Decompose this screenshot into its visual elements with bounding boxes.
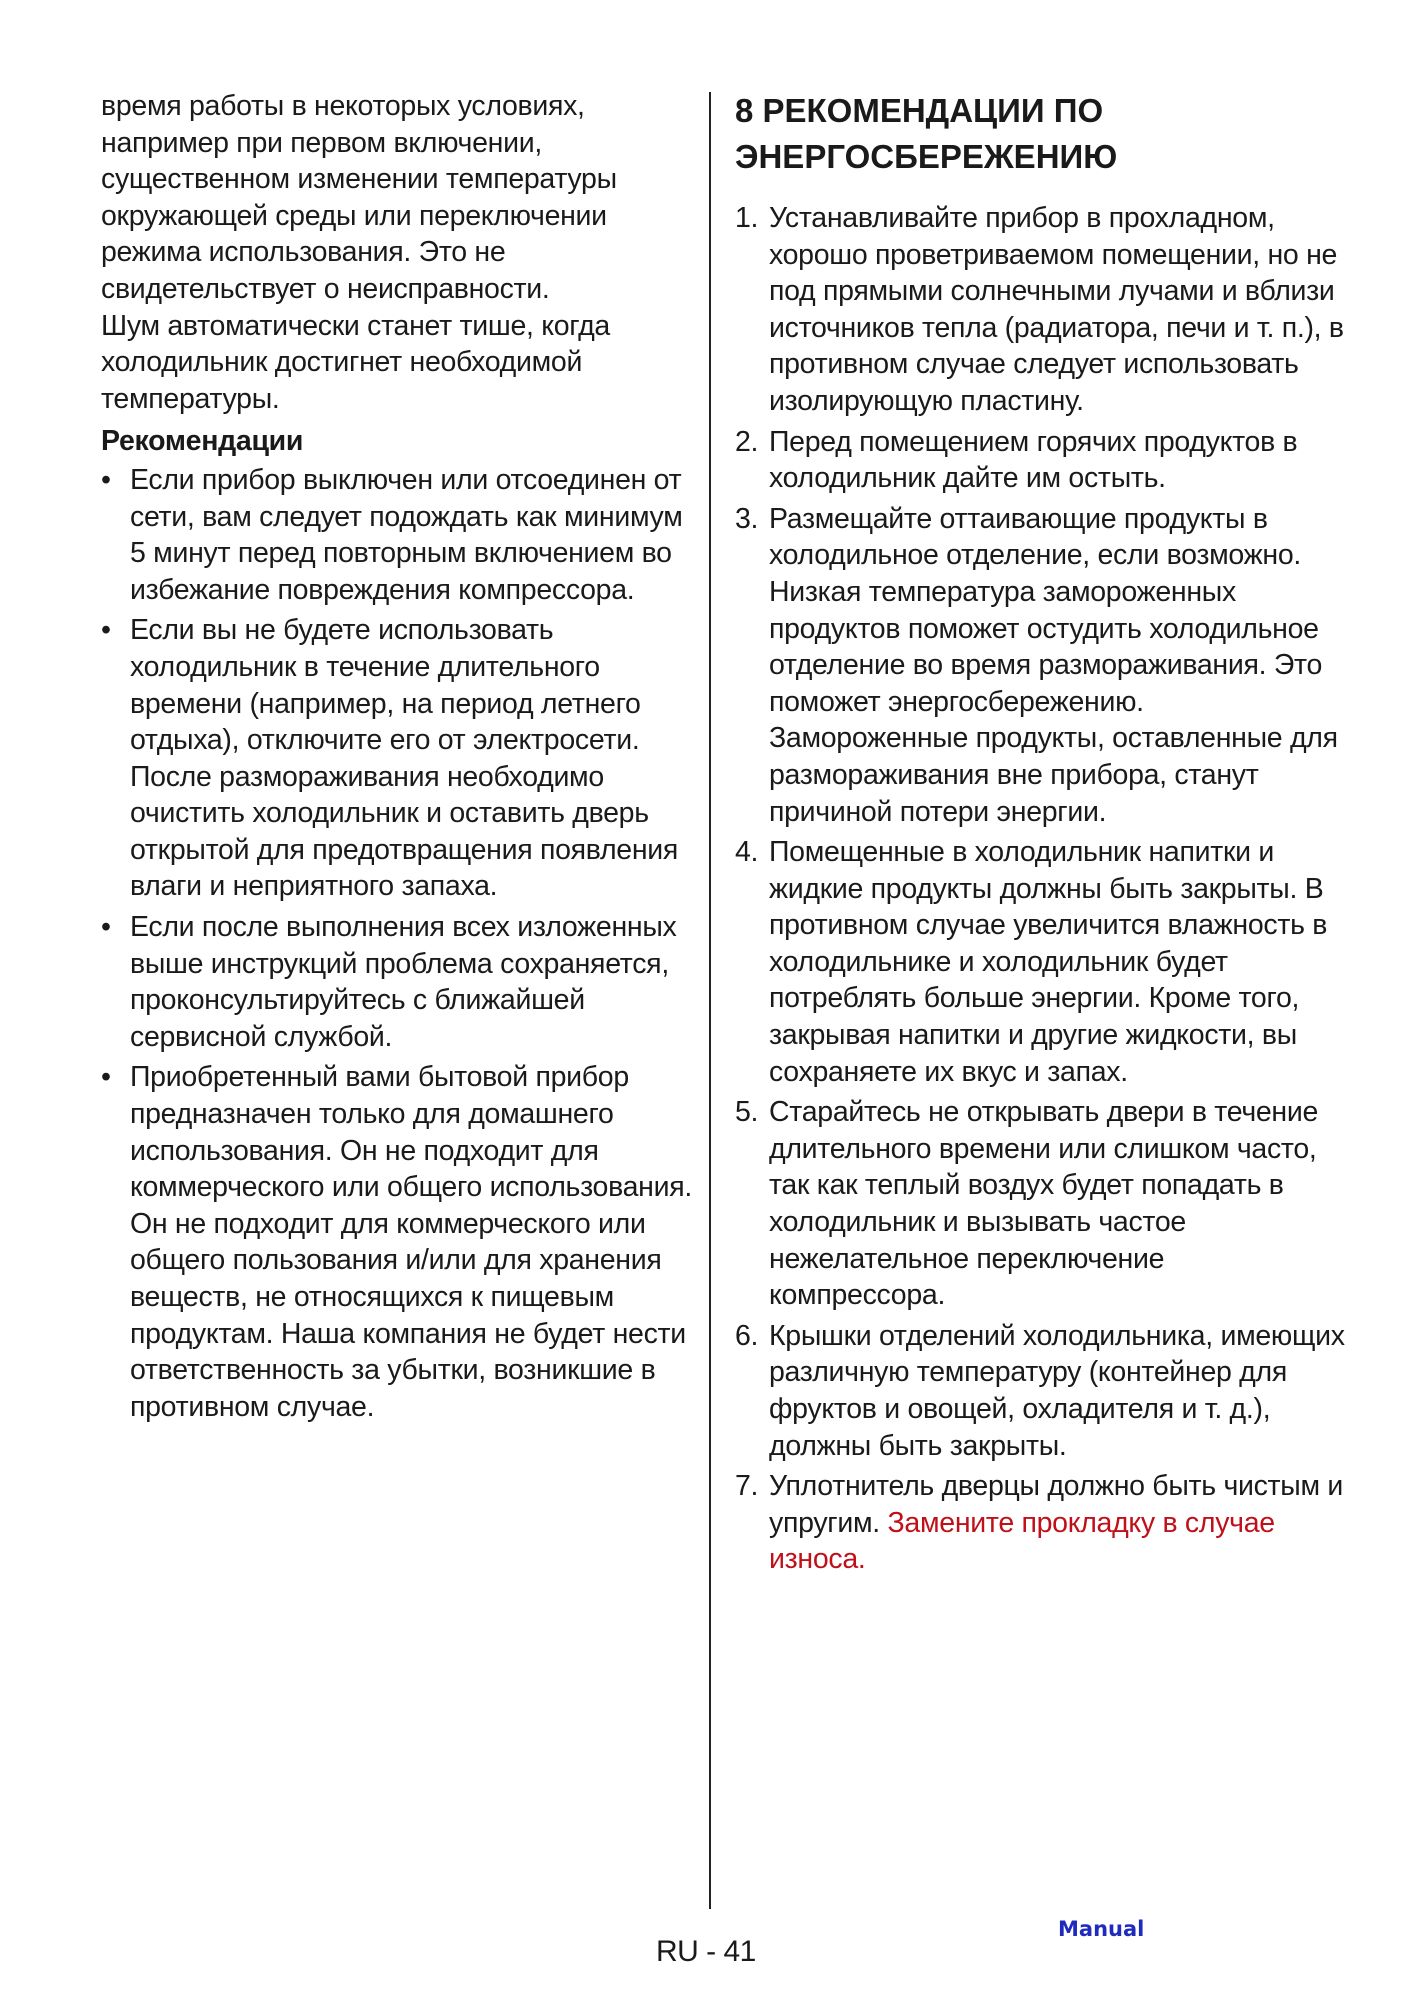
item-number: 4. — [735, 836, 759, 869]
page-number: RU - 41 — [656, 1935, 756, 1968]
column-divider — [709, 92, 711, 1909]
bullet-icon: • — [101, 614, 111, 647]
bullet-icon: • — [101, 463, 111, 496]
item-number: 3. — [735, 502, 759, 535]
list-item-text: Если после выполнения всех изложенных выше инструкций проблема сохраняется, проконсультируйтесь с ближайшей сервисной службой. — [130, 911, 677, 1053]
recommendations-subheading: Рекомендации — [101, 425, 304, 458]
bullet-icon: • — [101, 911, 111, 944]
list-item — [101, 462, 701, 608]
energy-saving-list — [735, 200, 1345, 1578]
list-item-text: Перед помещением горячих продуктов в холодильник дайте им остыть. — [769, 425, 1298, 495]
item-number: 2. — [735, 425, 759, 458]
list-item-text: Старайтесь не открывать двери в течение длительного времени или слишком часто, так как теплый воздух будет попадать в холодильник и вызывать частое нежелательное переключение компрессора. — [769, 1096, 1319, 1312]
right-column — [735, 88, 1345, 1582]
list-item-text: Если вы не будете использовать холодильник в течение длительного времени (например, на период летнего отдыха), отключите его от электросети. После размораживания необходимо очистить холодильник и оставить дверь открытой для предотвращения появления влаги и неприятного запаха. — [130, 614, 679, 903]
left-column — [101, 88, 701, 1429]
list-item — [101, 1059, 701, 1425]
list-item — [735, 1468, 1345, 1578]
list-item-text: Устанавливайте прибор в прохладном, хорошо проветриваемом помещении, но не под прямыми солнечными лучами и вблизи источников тепла (радиатора, печи и т. п.), в противном случае следует использовать изолирующую пластину. — [769, 202, 1344, 417]
item-number: 7. — [735, 1470, 759, 1503]
noise-paragraph: Шум автоматически станет тише, когда холодильник достигнет необходимой температуры. — [101, 309, 610, 415]
list-item-text: Крышки отделений холодильника, имеющих различную температуру (контейнер для фруктов и овощей, охладителя и т. д.), должны быть закрыты. — [769, 1319, 1345, 1462]
item-number: 5. — [735, 1096, 759, 1129]
list-item-text: Приобретенный вами бытовой прибор предназначен только для домашнего использования. Он не подходит для коммерческого или общего использования. Он не подходит для коммерческого или общего пользования и/или для хранения веществ, не относящихся к пищевым продуктам. Наша компания не будет нести ответственность за убытки, возникшие в противном случае. — [130, 1061, 692, 1423]
list-item — [735, 834, 1345, 1090]
bullet-icon: • — [101, 1061, 111, 1094]
brand-logo: Manual — [1058, 1917, 1145, 1941]
list-item — [735, 1318, 1345, 1464]
list-item-text: Размещайте оттаивающие продукты в холодильное отделение, если возможно. Низкая температура замороженных продуктов поможет остудить холодильное отделение во время размораживания. Это поможет энергосбережению. Замороженные продукты, оставленные для размораживания вне прибора, станут причиной потери энергии. — [769, 502, 1338, 828]
list-item — [101, 909, 701, 1055]
list-item-text: Если прибор выключен или отсоединен от сети, вам следует подождать как минимум 5 минут перед повторным включением во избежание повреждения компрессора. — [130, 463, 683, 606]
list-item — [735, 424, 1345, 497]
item-number: 6. — [735, 1319, 759, 1352]
recommendations-list — [101, 462, 701, 1425]
list-item — [735, 1094, 1345, 1314]
replace-gasket-warning: Замените прокладку в случае износа. — [769, 1506, 1275, 1576]
list-item-text: Уплотнитель дверцы должно быть чистым и упругим. — [769, 1470, 1344, 1539]
item-number: 1. — [735, 202, 759, 234]
list-item — [735, 200, 1345, 420]
list-item — [101, 612, 701, 905]
intro-paragraph: время работы в некоторых условиях, например при первом включении, существенном изменении температуры окружающей среды или переключении режима использования. Это не свидетельствует о неисправности. — [101, 90, 617, 305]
list-item-text: Помещенные в холодильник напитки и жидкие продукты должны быть закрыты. В противном случае увеличится влажность в холодильнике и холодильник будет потреблять больше энергии. Кроме того, закрывая напитки и другие жидкости, вы сохраняете их вкус и запах. — [769, 836, 1328, 1088]
section-title: 8 РЕКОМЕНДАЦИИ ПО ЭНЕРГОСБЕРЕЖЕНИЮ — [735, 92, 1118, 175]
list-item — [735, 501, 1345, 830]
